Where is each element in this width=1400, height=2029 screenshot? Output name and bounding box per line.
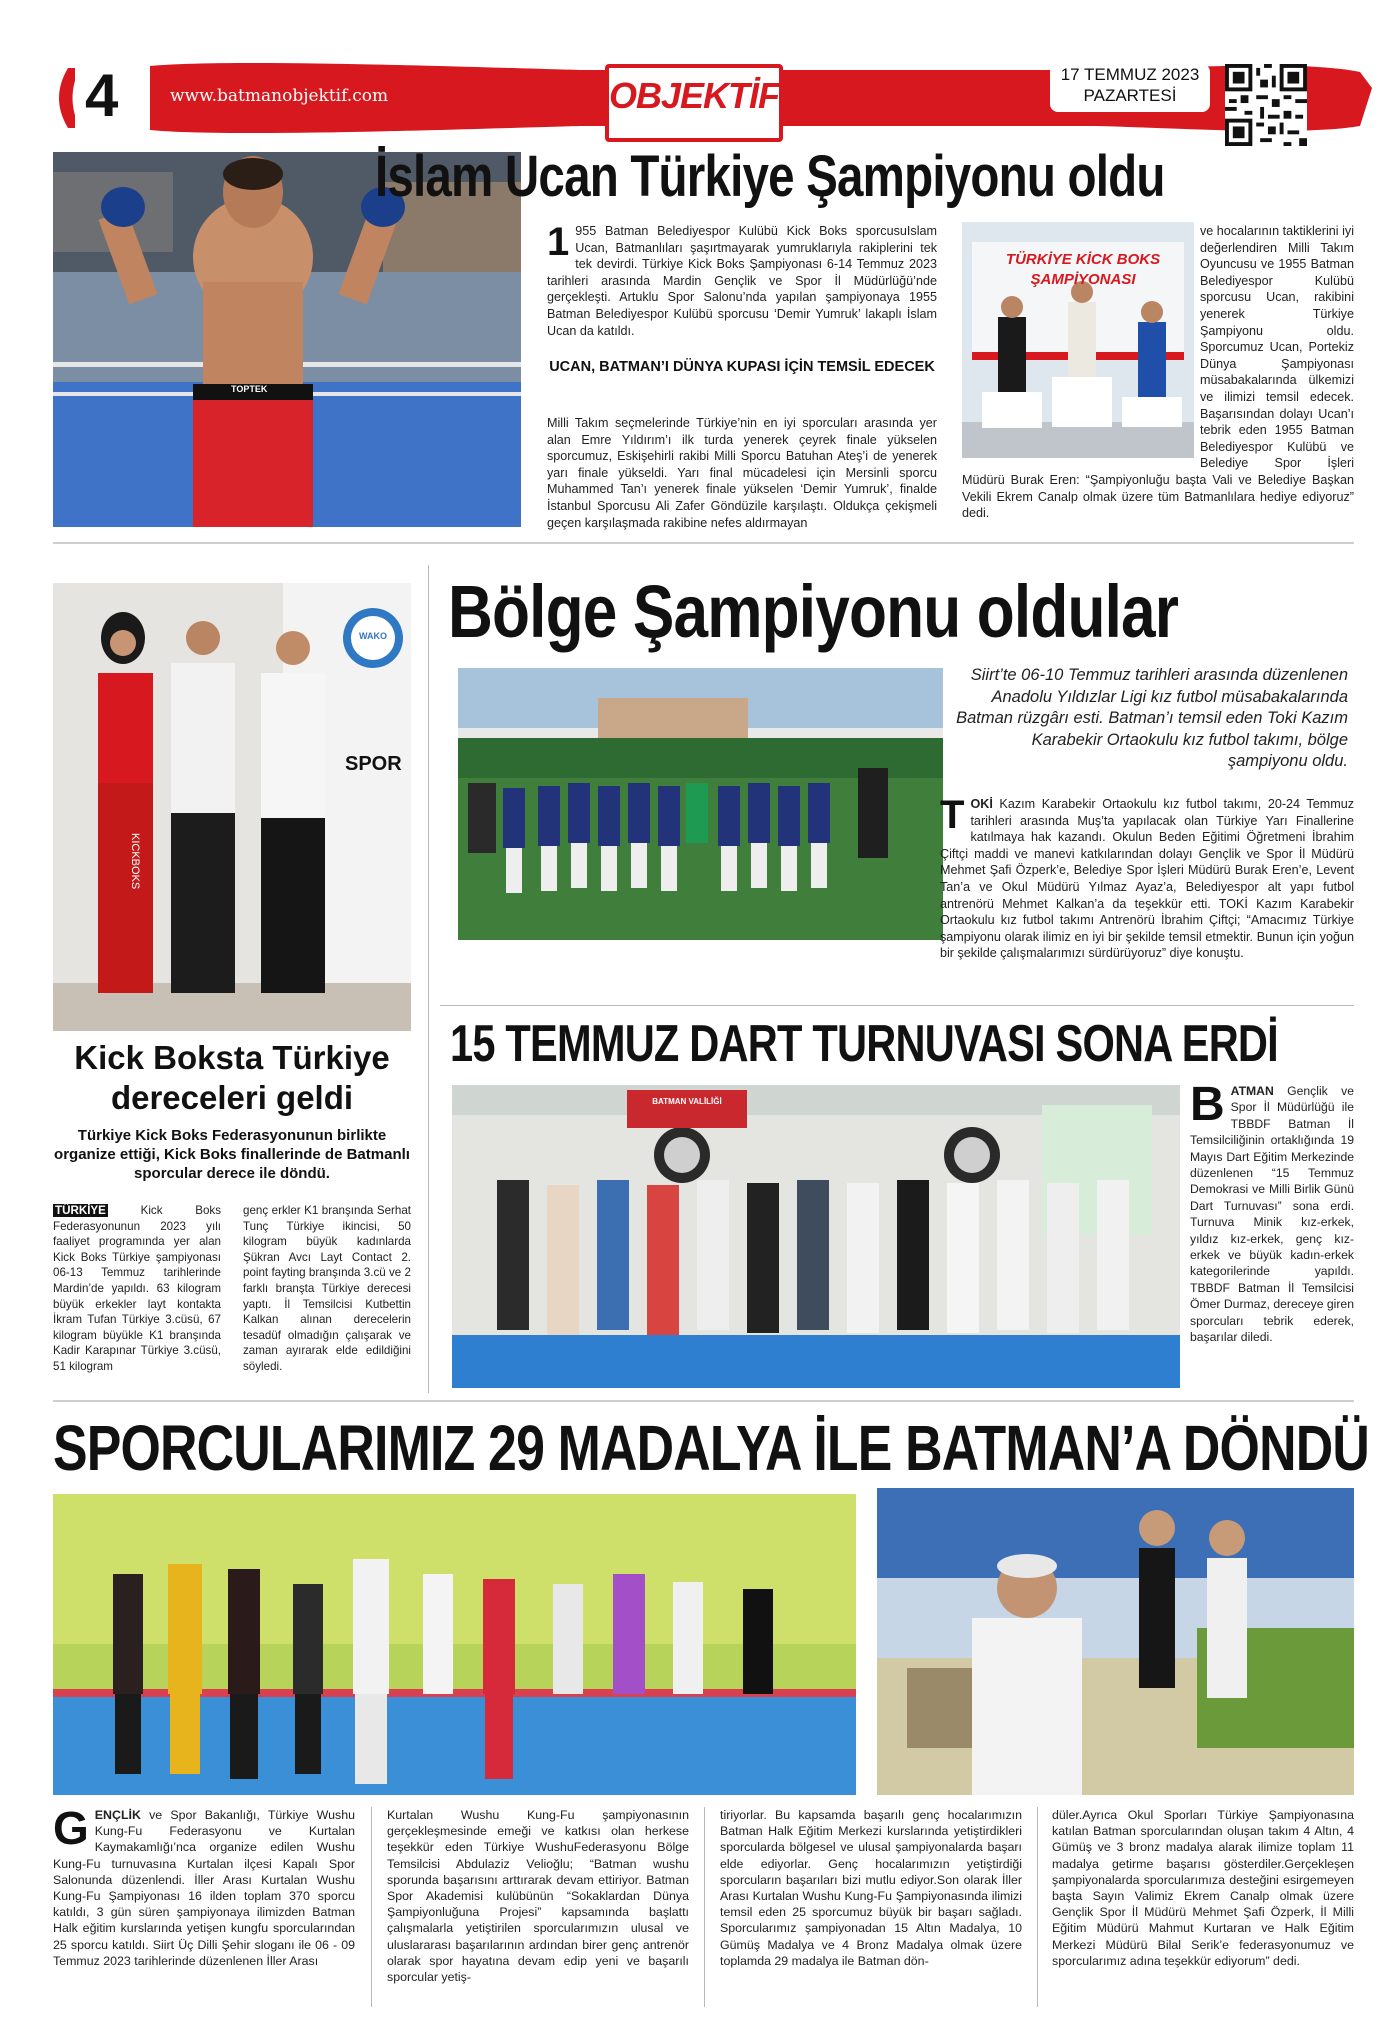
article1-paragraph3: ve hocalarının taktiklerini iyi değerlendiren Milli Takım Oyuncusu ve 1955 Batman Belediyespor Kulübü sporcusu Ucan, rakibini yenerek Türkiye Şampiyonu oldu. Sporcumuz Ucan, Portekiz Dünya Şampiyonası müsabakalarında ülkemizi ve ilimizi temsil edecek. Başarısından dolayı Ucan’ı tebrik eden 1955 Batman Belediyespor Kulübü ve Belediye Spor İşleri Müdürü Burak Eren: “Şampiyonluğu başta Vali ve Belediye Başkan Vekili Ekrem Canalp olmak üzere tüm Batmanlılara hediye ediyoruz” dedi. [962,224,1354,521]
newspaper-logo[interactable] [605,64,783,142]
article3-lead: OKİ [970,797,993,811]
divider [53,1400,1354,1402]
photo-wushu-coach [877,1488,1354,1795]
page-number: 4 [75,60,128,132]
article5-column3: tiriyorlar. Bu kapsamda başarılı genç hocalarımızın Batman Halk Eğitim Merkezi kurslarında yetiştirdikleri sporcularda bölgesel ve ulusal şampiyonalarda başarı elde ediyorlar. Genç hocalarımızın yetiştirdiği sporcuların başarıları bizi mutlu ediyor.Son olarak İller Arası Kurtalan Wushu Kung-Fu Şampiyonasında ilimizi temsil eden 25 sporcumuz büyük bir başarı sağladı. Sporcularımız şampiyonadan 15 Altın Madalya, 10 Gümüş Madalya ve 4 Bronz Madalya olmak üzere toplamda 29 madalya ile Batman dön- [720,1808,1022,1968]
photo-football-team [458,668,943,940]
banner-text: BATMAN VALİLİĞİ [652,1097,722,1106]
article5-lead: ENÇLİK [94,1808,141,1822]
logo-text: OBJEKTİF [609,75,780,116]
article4-body: B ATMAN Gençlik ve Spor İl Müdürlüğü ile TBBDF Batman İl Temsilciliğinin ortaklığında 19 Mayıs Dart Eğitim Merkezinde düzenlenen “15 Temmuz Demokrasi ve Milli Birlik Günü Dart Turnuvası” sona erdi. Turnuva Minik kız-erkek, yıldız kız-erkek, genç kız-erkek ve büyük kadın-erkek kategorilerinde yapıldı. TBBDF Batman İl Temsilcisi Ömer Durmaz, dereceye giren sporcuları tebrik ederek, başarılar diledi. [1190,1078,1354,1345]
article2-column2: genç erkler K1 branşında Serhat Tunç Türkiye ikincisi, 50 kilogram büyük kadınlarda Şükran Avcı Layt Contact 2. point fayting branşında 3.cü ve 2 farklı branşta Türkiye derecesi yaptı. İl Temsilcisi Kutbettin Kalkan alınan derecelerin tesadüf olmadığın çalışarak ve zaman ayırarak elde edildiğini söyledi. [243,1204,411,1373]
article2-deck: Türkiye Kick Boks Federasyonunun birlikte organize ettiği, Kick Boks finallerinde de Batmanlı sporcular derece ile döndü. [54,1127,410,1182]
article2-headline: Kick Boksta Türkiye dereceleri geldi [74,1039,390,1116]
qr-code[interactable] [1225,64,1307,146]
weekday-line: PAZARTESİ [1083,86,1177,105]
divider [53,542,1354,544]
article2-lead: TÜRKİYE [55,1204,106,1217]
website-link[interactable]: www.batmanobjektif.com [170,86,389,106]
article5-column4: düler.Ayrıca Okul Sporları Türkiye Şampiyonasına katılan Batman sporcularından oluşan takım 4 Altın, 4 Gümüş ve 3 bronz madalya alarak ilimize toplam 11 madalya getirme başarısı gösterdiler.Gerçekleşen şampiyonalarda sporcularımıza desteğini esirgemeyen başta Sayın Valimiz Ekrem Canalp olmak üzere Gençlik Spor İl Müdürü Mehmet Şafi Özperk, İl Milli Eğitim Müdürü Mahmut Kurtaran ve Halk Eğitim Merkezi Müdürü Bilal Serik’e federasyonumuz ve sporcularımız adına teşekkür ediyorum” dedi. [1052,1808,1354,1968]
article5-column2: Kurtalan Wushu Kung-Fu şampiyonasının gerçekleşmesinde emeği ve katkısı olan herkese teşekkür eden Türkiye WushuFederasyonu Bölge Temsilcisi Abdulaziz Velioğlu; “Batman wushu sporunda başarısını arttırarak devam ettiriyor. Batman Spor Akademisi kulübünün “Sokaklardan Dünya Şampiyonluğuna Projesi” kapsamında başlattı çalışmalarla yetiştirilen sporcularımızın ulusal ve uluslararası başarılarının ardından birer genç antrenör olarak spor hayatına devam edip yeni ve başarılı sporcular yetiş- [387,1808,689,1985]
column-divider [371,1807,372,2007]
column-divider [1037,1807,1038,2007]
trunks-label: TOPTEK [231,384,268,394]
badge-text: WAKO [359,631,387,641]
article5-column1: G ENÇLİK ve Spor Bakanlığı, Türkiye Wushu Kung-Fu Federasyonu ve Kurtalan Kaymakamlığı’nca organize edilen Wushu Kung-Fu turnuvasına Kurtalan ilçesi Kapalı Spor Salonunda düzenlendi. İller Arası Kurtalan Wushu Kung-Fu Şampiyonası 16 ilden toplam 370 sporcu katıldı, 3 gün süren şampiyonaya ilimizden Batman Halk eğitim kurslarında yetişen kungfu sporcularından 25 sporcu katıldı. Siirt Üç Dilli Şehir sloganı ile 06 - 09 Temmuz 2023 tarihlerinde düzenlenen İller Arası [53,1802,355,1968]
photo-wushu-team [53,1494,856,1795]
article4-headline: 15 TEMMUZ DART TURNUVASI SONA ERDİ [450,1015,1278,1073]
article5-headline: SPORCULARIMIZ 29 MADALYA İLE BATMAN’A DÖNDÜ [53,1412,1369,1484]
column-divider [704,1807,705,2007]
dropcap: 1 [547,220,570,264]
shirt-text: SPOR [345,753,402,775]
date-box [1050,64,1210,112]
date-line: 17 TEMMUZ 2023 [1060,65,1200,84]
article1-paragraph2: Milli Takım seçmelerinde Türkiye’nin en iyi sporcuları arasında yer alan Emre Yıldırım’ı ilk turda yenerek çeyrek finale yükselen sporcumuz, Eskişehirli rakibi Milli Sporcu Batuhan Ateş’i de yenerek yarı finale yükseldi. Yarı final mücadelesi için Mersinli sporcu Muhammed Tan’ı yenerek finale yükselen ‘Demir Yumruk’, finalde İstanbul Sporcusu Ali Zafer Göndüzile karşılaştı. Oldukça çekişmeli geçen karşılaşmada rakibine nefes aldırmayan [547,416,937,530]
article3-headline: Bölge Şampiyonu oldular [448,570,1179,653]
article2-column1: TÜRKİYE Kick Boks Federasyonunun 2023 yılı faaliyet programında yer alan Kick Boks Türkiye şampiyonası 06-13 Temmuz tarihlerinde Mardin’de yapıldı. 63 kilogram büyük erkekler layt kontakta İkram Tufan Türkiye 3.cüsü, 67 kilogram büyükle K1 branşında Kadir Karapınar Türkiye 3.cüsü, 51 kilogram [53,1204,221,1373]
article3-intro: Siirt’te 06-10 Temmuz tarihleri arasında düzenlenen Anadolu Yıldızlar Ligi kız futbol müsabakalarında Batman rüzgârı esti. Batman’ı temsil eden Toki Kazım Karabekir Ortaokulu kız futbol takımı, bölge şampiyonu oldu. [956,666,1348,770]
article1-subhead: UCAN, BATMAN’I DÜNYA KUPASI İÇİN TEMSİL EDECEK [549,359,935,375]
article1-headline: İslam Ucan Türkiye Şampiyonu oldu [375,144,1165,209]
dropcap: B [1190,1078,1225,1131]
masthead [0,58,1400,138]
photo-kickbox-athletes [53,583,411,1031]
pants-text: KICKBOKS [129,833,141,890]
article3-body: T OKİ Kazım Karabekir Ortaokulu kız futbol takımı, 20-24 Temmuz tarihleri arasında Muş’ta yapılacak olan Türkiye Yarı Finallerine katılmaya hak kazandı. Okulun Beden Eğitimi Öğretmeni İbrahim Çiftçi maddi ve manevi katkılarından dolayı Gençlik ve Spor İl Müdürü Mehmet Şafi Özperk’e, Belediye Spor İşleri Müdürü Burak Eren’e, Levent Tan’a ve Okul Müdürü Yılmaz Ayaz’a, Belediyespor alt yapı futbol antrenörü Mehmet Kalkan’a da teşekkür etti. TOKİ Kazım Karabekir Ortaokulu kız futbol takımı Antrenörü İbrahim Çiftçi; “Amacımız Türkiye şampiyonu olarak ilimiz en iyi bir şekilde temsil etmektir. Bunun için yoğun bir şekilde çalışmalarımızı sürdürüyoruz” diye konuştu. [940,793,1354,961]
article1-paragraph1: 955 Batman Belediyespor Kulübü Kick Boks sporcusuIslam Ucan, Batmanlıları şaşırtmayarak yumruklarıyla rakiplerini tek tek devirdi. Türkiye Kick Boks Şampiyonası 6-14 Temmuz 2023 tarihleri arasında Mardin Gençlik ve Spor İl Müdürlüğü’nde gerçekleşti. Artuklu Spor Salonu’nda yapılan şampiyonaya 1955 Batman Belediyespor Kulübü sporcusu ‘Demir Yumruk’ lakaplı İslam Ucan da katıldı. [547,224,937,338]
article1-column1 [547,220,937,339]
column-divider [428,565,429,1393]
divider [440,1005,1354,1006]
dropcap: G [53,1802,89,1854]
photo-dart-tournament [452,1085,1180,1388]
dropcap: T [940,793,965,837]
podium-banner: TÜRKİYE KİCK BOKS ŞAMPİYONASI [1005,251,1161,288]
article4-lead: ATMAN [1230,1084,1274,1098]
